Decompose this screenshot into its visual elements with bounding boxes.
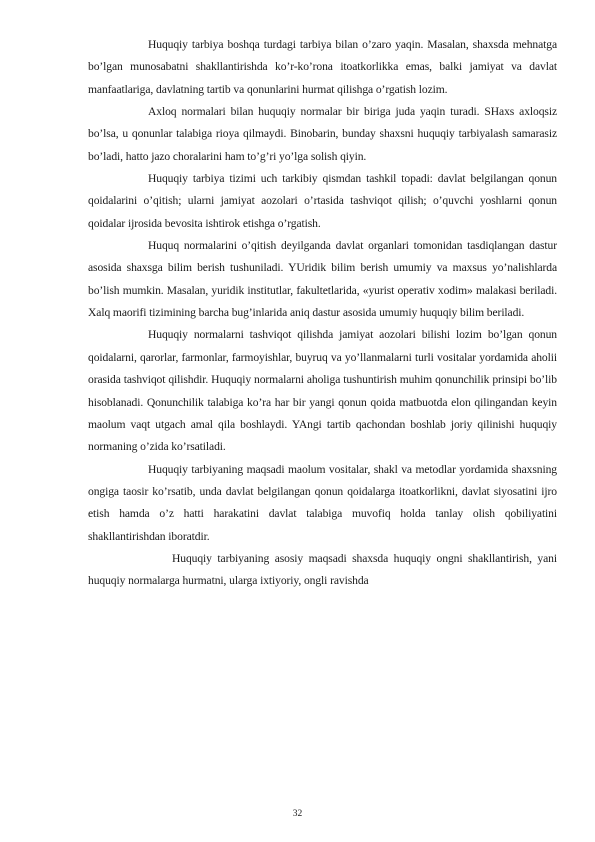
paragraph-3: Huquqiy tarbiya tizimi uch tarkibiy qismdan tashkil topadi: davlat belgilangan qonun qoidalarini o’qitish; ularni jamiyat aozolari o’rtasida tashviqot qilish; o’quvchi yoshlarni qonun qoidalar ijrosida bevosita ishtirok etishga o’rgatish. [88, 172, 557, 230]
paragraph-2: Axloq normalari bilan huquqiy normalar bir biriga juda yaqin turadi. SHaxs axloqsiz bo’lsa, u qonunlar talabiga rioya qilmaydi. Binobarin, bunday shaxsni huquqiy tarbiyalash samarasiz bo’ladi, hatto jazo choralarini ham to’g’ri yo’lga solish qiyin. [88, 105, 557, 163]
paragraph-5: Huquqiy normalarni tashviqot qilishda jamiyat aozolari bilishi lozim bo’lgan qonun qoidalarni, qarorlar, farmonlar, farmoyishlar, buyruq va yo’llanmalarni turli vositalar yordamida aholii orasida tashviqot qilishdir. Huquqiy normalarni aholiga tushuntirish muhim qonunchilik prinsipi bo’lib hisoblanadi. Qonunchilik talabiga ko’ra har bir yangi qonun qoida matbuotda elon qilingandan keyin maolum vaqt utgach amal qila boshlaydi. YAngi tartib qachondan boshlab joriy qilinishi huquqiy normaning o’zida ko’rsatiladi. [88, 328, 557, 454]
paragraph-1: Huquqiy tarbiya boshqa turdagi tarbiya bilan o’zaro yaqin. Masalan, shaxsda mehnatga bo’lgan munosabatni shakllantirishda ko’r-ko’rona itoatkorlikka emas, balki jamiyat va davlat manfaatlariga, davlatning tartib va qonunlarini hurmat qilishga o’rgatish lozim. [88, 38, 557, 96]
paragraph-6: Huquqiy tarbiyaning maqsadi maolum vositalar, shakl va metodlar yordamida shaxsning ongiga taosir ko’rsatib, unda davlat belgilangan qonun qoidalarga itoatkorlikni, davlat siyosatini ijro etish hamda o’z hatti harakatini davlat talabiga muvofiq holda tanlay olish qobiliyatini shakllantirishdan iboratdir. [88, 462, 557, 543]
page-number: 32 [292, 809, 303, 819]
body-text [88, 34, 557, 593]
paragraph-7: Huquqiy tarbiyaning asosiy maqsadi shaxsda huquqiy ongni shakllantirish, yani huquqiy normalarga hurmatni, ularga ixtiyoriy, ongli ravishda [88, 551, 557, 588]
paragraph-4: Huquq normalarini o’qitish deyilganda davlat organlari tomonidan tasdiqlangan dastur asosida shaxsga bilim berish tushuniladi. YUridik bilim berish umumiy va maxsus yo’nalishlarda bo’lish mumkin. Masalan, yuridik institutlar, fakultetlarida, «yurist operativ xodim» malakasi beriladi. Xalq maorifi tizimining barcha bug’inlarida aniq dastur asosida umumiy huquqiy bilim beriladi. [88, 239, 557, 320]
